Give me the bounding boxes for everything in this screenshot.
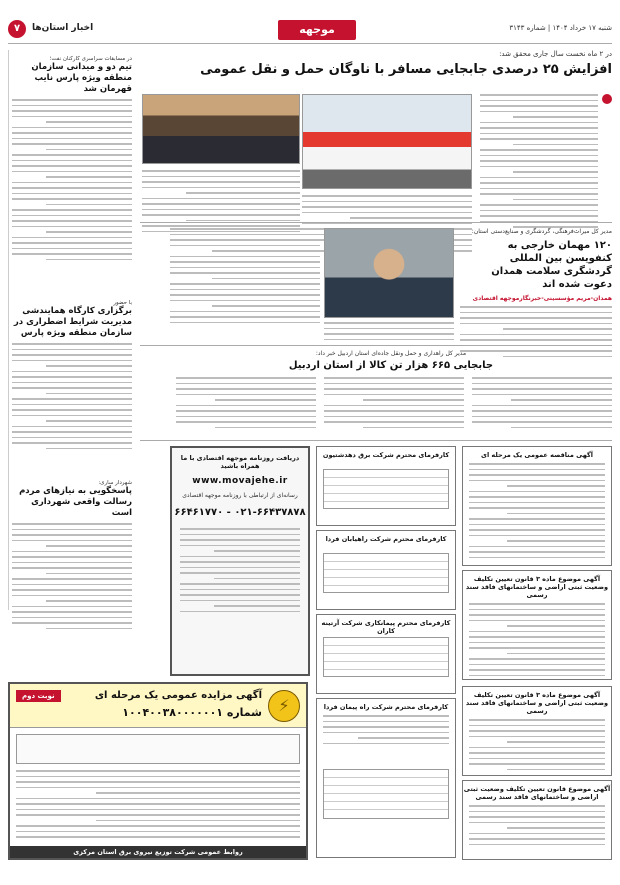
auction-title: آگهی مزایده عمومی یک مرحله ای (94, 690, 262, 701)
tender-ad-2[interactable] (316, 530, 456, 610)
ad-right-3[interactable] (462, 686, 612, 776)
left-item-2-kicker: با حضور (113, 300, 132, 306)
tourism-kicker: مدیر کل میراث‌فرهنگی، گردشگری و صنایع‌دستی استان: (471, 228, 612, 235)
left-item-2 (12, 300, 132, 453)
power-company-logo-icon: ⚡ (268, 690, 300, 722)
lead-headline[interactable]: افزایش ۲۵ درصدی جابجایی مسافر با ناوگان حمل و نقل عمومی (200, 62, 612, 77)
auction-footer: روابط عمومی شرکت توزیع نیروی برق استان مرکزی (10, 846, 306, 858)
tender-ad-4[interactable] (316, 698, 456, 858)
promo-line-3: رسانه‌ای از ارتباطی با روزنامه موجهه اقتصادی (182, 492, 298, 499)
ad-right-1[interactable] (462, 446, 612, 566)
tender-ad-2-title: کارفرمای محترم شرکت راهیابان فردا (325, 535, 447, 543)
subscription-promo[interactable] (170, 446, 310, 676)
bus-terminal-photo (302, 94, 472, 189)
lead-body-right (480, 94, 598, 232)
page-number-badge: ۷ (8, 20, 26, 38)
ardabil-kicker: مدیر کل راهداری و حمل ونقل جاده‌ای استان اردبیل خبر داد: (315, 350, 467, 357)
left-column (8, 50, 136, 610)
lead-body-left (142, 170, 300, 236)
left-item-3-title[interactable]: پاسخگویی به نیازهای مردم رسالت واقعی شهرداری است (19, 486, 132, 518)
ad-right-4[interactable] (462, 780, 612, 860)
left-item-1 (12, 56, 132, 264)
ad-right-1-title: آگهی مناقصه عمومی یک مرحله ای (480, 451, 593, 459)
official-portrait-photo (324, 228, 454, 318)
tender-ad-3[interactable] (316, 614, 456, 694)
ardabil-headline[interactable]: جابجایی ۶۶۵ هزار تن کالا از استان اردبیل (288, 360, 494, 371)
auction-badge: نوبت دوم (16, 690, 61, 702)
left-item-1-title[interactable]: تیم دو و میدانی سازمان منطقه ویژه پارس نایب قهرمان شد (31, 62, 132, 94)
meeting-photo (142, 94, 300, 164)
promo-line-1: دریافت روزنامه موجهه اقتصادی با ما همراه باشید (180, 454, 300, 470)
tourism-byline: همدان-مریم مؤسسینی-خبرنگارموجهه اقتصادی (472, 295, 612, 302)
tourism-story (460, 228, 612, 361)
tender-ad-1-title: کارفرمای محترم شرکت برق دهدشتیون (322, 451, 450, 459)
ad-right-4-title: آگهی موضوع قانون تعیین تکلیف وضعیت ثبتی اراضی و ساختمانهای فاقد سند رسمی (463, 785, 611, 801)
ad-right-3-title: آگهی موضوع ماده ۳ قانون تعیین تکلیف وضعیت ثبتی اراضی و ساختمانهای فاقد سند رسمی (465, 691, 609, 715)
promo-phone[interactable]: ۰۲۱-۶۶۴۳۷۸۷۸ - ۶۶۴۶۱۷۷۰ (174, 507, 306, 518)
tourism-body-2 (324, 322, 454, 344)
ardabil-story (170, 350, 612, 432)
tender-ad-3-title: کارفرمای محترم پیمانکاری شرکت آرتینه کاران (321, 619, 451, 635)
tender-ad-1[interactable] (316, 446, 456, 526)
left-item-3-kicker: شهردار ساری: (98, 480, 132, 486)
left-item-2-title[interactable]: برگزاری کارگاه همایندشی مدیریت شرایط اضطراری در سازمان منطقه ویژه پارس (13, 306, 132, 338)
tourism-body-3 (170, 228, 320, 327)
ad-right-2-title: آگهی موضوع ماده ۳ قانون تعیین تکلیف وضعیت ثبتی اراضی و ساختمانهای فاقد سند رسمی (465, 575, 609, 599)
section-title: اخبار استان‌ها (32, 23, 94, 33)
masthead (8, 18, 612, 44)
lead-kicker: در ۲ ماه نخست سال جاری محقق شد: (499, 50, 612, 58)
bullet-icon (602, 94, 612, 104)
left-item-1-kicker: در مسابقات سراسری کارکنان نفت؛ (49, 56, 132, 62)
left-item-3 (12, 480, 132, 633)
promo-website[interactable]: www.movajehe.ir (192, 476, 288, 486)
auction-ad[interactable] (8, 682, 308, 860)
auction-header (10, 684, 306, 728)
tender-ad-4-title: کارفرمای محترم شرکت راه پیمان فردا (323, 703, 449, 711)
newspaper-logo[interactable]: موجهه (278, 20, 356, 40)
tourism-headline[interactable]: ۱۲۰ مهمان خارجی به کنفویسن بین المللی گردشگری سلامت همدان دعوت شده اند (491, 240, 612, 290)
auction-number: شماره ۱۰۰۴۰۰۳۸۰۰۰۰۰۰۱ (122, 706, 262, 719)
issue-date: شنبه ۱۷ خرداد ۱۴۰۴ | شماره ۳۱۴۳ (509, 24, 612, 32)
ad-right-2[interactable] (462, 570, 612, 680)
